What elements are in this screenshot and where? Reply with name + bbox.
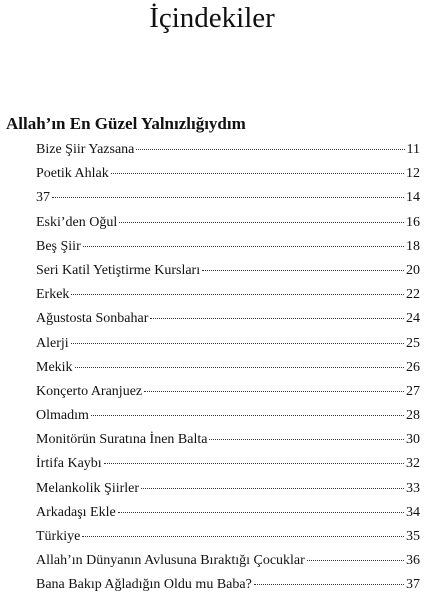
toc-entry-page-number: 14 [406,190,420,206]
dot-leader [144,391,404,392]
toc-entry-page-number: 35 [406,529,420,544]
dot-leader [254,584,404,585]
dot-leader [111,173,404,174]
toc-entry-title: Poetik Ahlak [36,166,109,182]
toc-entry-title: Ağustosta Sonbahar [36,311,149,327]
toc-entry-title: Beş Şiir [36,238,81,254]
toc-entry-title: Alerji [36,335,69,351]
dot-leader [82,536,404,537]
toc-entry-title: Arkadaşı Ekle [36,504,116,520]
toc-entry [36,332,420,356]
toc-entry-title: Bize Şiir Yazsana [36,142,135,157]
toc-entry [36,573,420,597]
toc-entry-title: Monitörün Suratına İnen Balta [36,432,208,448]
toc-entry-page-number: 34 [406,504,420,520]
toc-entry-page-number: 22 [406,287,420,303]
toc-entry-title: Mekik [36,359,73,375]
toc-entry-page-number: 27 [406,383,420,399]
toc-entry [36,235,420,259]
toc-entry [36,501,420,525]
toc-entry-page-number: 24 [406,311,420,327]
dot-leader [104,463,404,464]
dot-leader [119,222,404,223]
toc-entry [36,138,420,162]
toc-entry [36,428,420,452]
toc-entry-page-number: 32 [406,456,420,472]
toc-entry-title: Olmadım [36,408,89,424]
toc-entry-page-number: 26 [406,359,420,375]
dot-leader [118,512,404,513]
dot-leader [307,560,404,561]
toc-entry [36,356,420,380]
dot-leader [83,246,404,247]
dot-leader [141,488,404,489]
toc-entry [36,307,420,331]
toc-entry-title: Türkiye [36,529,81,544]
toc-entry-page-number: 18 [406,238,420,254]
dot-leader [202,270,404,271]
page-title: İçindekiler [149,2,275,34]
toc-entry-title: Seri Katil Yetiştirme Kursları [36,262,201,278]
dot-leader [71,294,404,295]
dot-leader [52,197,404,198]
dot-leader [91,415,404,416]
toc-entry [36,404,420,428]
toc-entry-title: Bana Bakıp Ağladığın Oldu mu Baba? [36,577,252,593]
toc-entry-page-number: 12 [406,166,420,182]
toc-entry-title: 37 [36,190,50,206]
toc-entry-page-number: 11 [406,142,420,157]
toc-entry [36,525,420,549]
toc-entry-page-number: 30 [406,432,420,448]
toc-entry-page-number: 16 [406,214,420,230]
toc-entry [36,452,420,476]
section-heading: Allah’ın En Güzel Yalnızlığıydım [6,114,246,133]
toc-entry [36,211,420,235]
toc-entry-page-number: 20 [406,262,420,278]
dot-leader [71,343,404,344]
toc-entry [36,259,420,283]
dot-leader [75,367,404,368]
toc-entry [36,549,420,573]
toc-entry-title: Allah’ın Dünyanın Avlusuna Bıraktığı Çocuklar [36,553,305,569]
toc-entry-page-number: 33 [406,480,420,496]
toc-entry-title: İrtifa Kaybı [36,456,102,472]
dot-leader [209,439,404,440]
toc-entry [36,186,420,210]
toc-entry-title: Eski’den Oğul [36,214,118,230]
toc-entry-page-number: 36 [406,553,420,569]
toc-entry-title: Erkek [36,287,70,303]
toc-entry [36,380,420,404]
toc-entry-title: Konçerto Aranjuez [36,383,143,399]
toc-entry-page-number: 37 [406,577,420,593]
toc-entry-page-number: 25 [406,335,420,351]
toc-entry [36,162,420,186]
table-of-contents [36,138,420,598]
dot-leader [150,318,404,319]
toc-entry [36,477,420,501]
toc-entry-page-number: 28 [406,408,420,424]
toc-entry [36,283,420,307]
dot-leader [136,149,404,150]
toc-entry-title: Melankolik Şiirler [36,480,140,496]
